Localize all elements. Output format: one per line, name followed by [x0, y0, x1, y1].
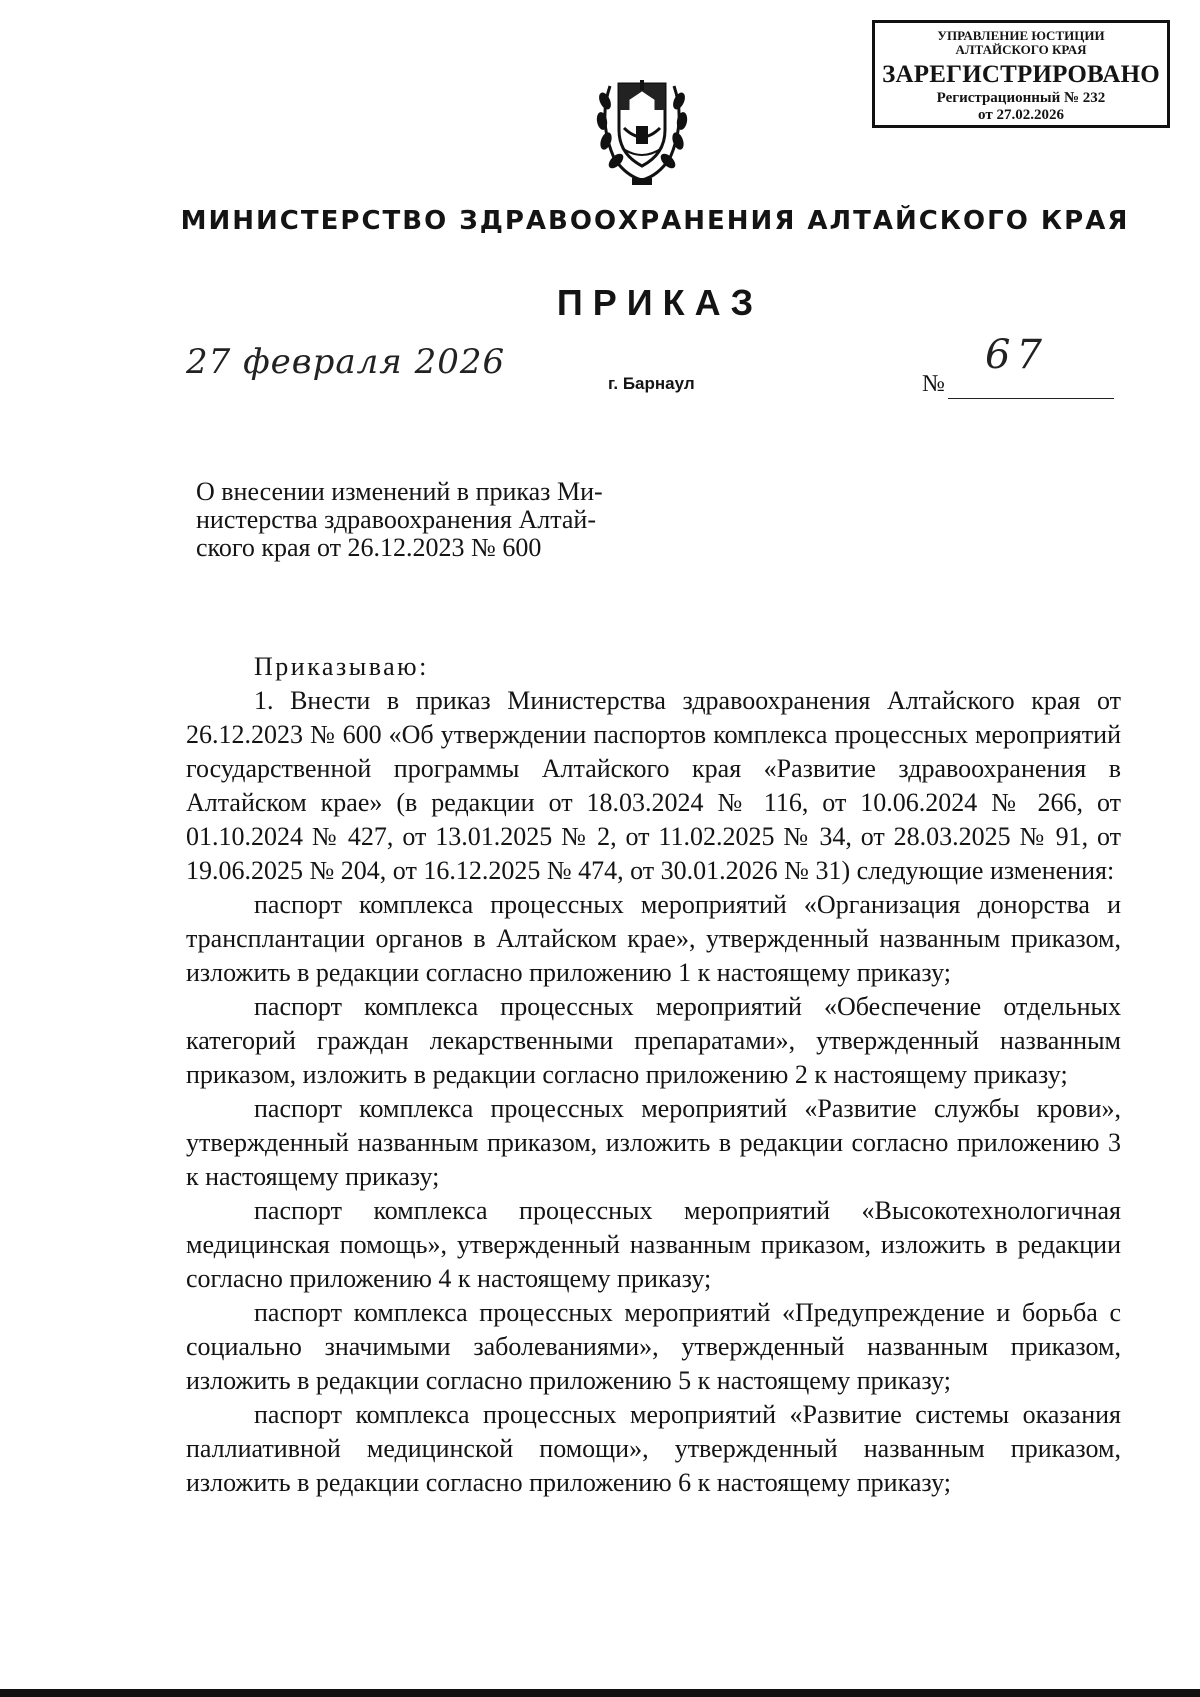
order-paragraph: паспорт комплекса процессных мероприятий «Предупреждение и борьба с социально значимыми заболеваниями», утвержденный названным приказом, изложить в редакции согласно приложению 5 к настоящему приказу; — [186, 1298, 1121, 1395]
subject-line: О внесении изменений в приказ Ми- — [196, 477, 603, 506]
order-paragraph: паспорт комплекса процессных мероприятий «Обеспечение отдельных категорий граждан лекарственными препаратами», утвержденный названным приказом, изложить в редакции согласно приложению 2 к настоящему приказу; — [186, 992, 1121, 1089]
coat-of-arms-icon — [592, 66, 692, 188]
stamp-agency-line1: УПРАВЛЕНИЕ ЮСТИЦИИ — [937, 28, 1105, 43]
order-paragraph: паспорт комплекса процессных мероприятий «Развитие системы оказания паллиативной медицинской помощи», утвержденный названным приказом, изложить в редакции согласно приложению 6 к настоящему приказу; — [186, 1400, 1121, 1497]
stamp-agency — [875, 29, 1167, 57]
handwritten-number: 67 — [985, 332, 1048, 378]
order-paragraph: паспорт комплекса процессных мероприятий «Организация донорства и трансплантации органов в Алтайском крае», утвержденный названным приказом, изложить в редакции согласно приложению 1 к настоящему приказу; — [186, 890, 1121, 987]
order-body — [186, 650, 1121, 1500]
stamp-agency-line2: АЛТАЙСКОГО КРАЯ — [955, 42, 1087, 57]
stamp-status: ЗАРЕГИСТРИРОВАНО — [882, 61, 1160, 88]
order-subject — [196, 478, 658, 562]
stamp-reg-number: Регистрационный № 232 — [936, 90, 1106, 106]
city: г. Барнаул — [608, 374, 695, 393]
document-type: ПРИКАЗ — [556, 282, 764, 323]
subject-line: нистерства здравоохранения Алтай- — [196, 505, 596, 534]
scan-bottom-edge — [0, 1689, 1200, 1697]
order-paragraph: 1. Внести в приказ Министерства здравоохранения Алтайского края от 26.12.2023 № 600 «Об утверждении паспортов комплекса процессных мероприятий государственной программы Алтайского края «Развитие здравоохранения в Алтайском крае» (в редакции от 18.03.2024 № 116, от 10.06.2024 № 266, от 01.10.2024 № 427, от 13.01.2025 № 2, от 11.02.2025 № 34, от 28.03.2025 № 91, от 19.06.2025 № 204, от 16.12.2025 № 474, от 30.01.2026 № 31) следующие изменения: — [186, 686, 1121, 885]
stamp-reg-date: от 27.02.2026 — [978, 107, 1064, 123]
order-lead: Приказываю: — [254, 652, 429, 681]
number-underline — [948, 398, 1114, 399]
handwritten-date: 27 февраля 2026 — [186, 342, 506, 382]
subject-line: ского края от 26.12.2023 № 600 — [196, 533, 542, 562]
number-sign: № — [922, 371, 945, 397]
order-paragraph: паспорт комплекса процессных мероприятий «Высокотехнологичная медицинская помощь», утвержденный названным приказом, изложить в редакции согласно приложению 4 к настоящему приказу; — [186, 1196, 1121, 1293]
order-paragraph: паспорт комплекса процессных мероприятий «Развитие службы крови», утвержденный названным приказом, изложить в редакции согласно приложению 3 к настоящему приказу; — [186, 1094, 1121, 1191]
registration-stamp — [872, 20, 1170, 128]
ministry-name: МИНИСТЕРСТВО ЗДРАВООХРАНЕНИЯ АЛТАЙСКОГО КРАЯ — [180, 206, 1130, 236]
